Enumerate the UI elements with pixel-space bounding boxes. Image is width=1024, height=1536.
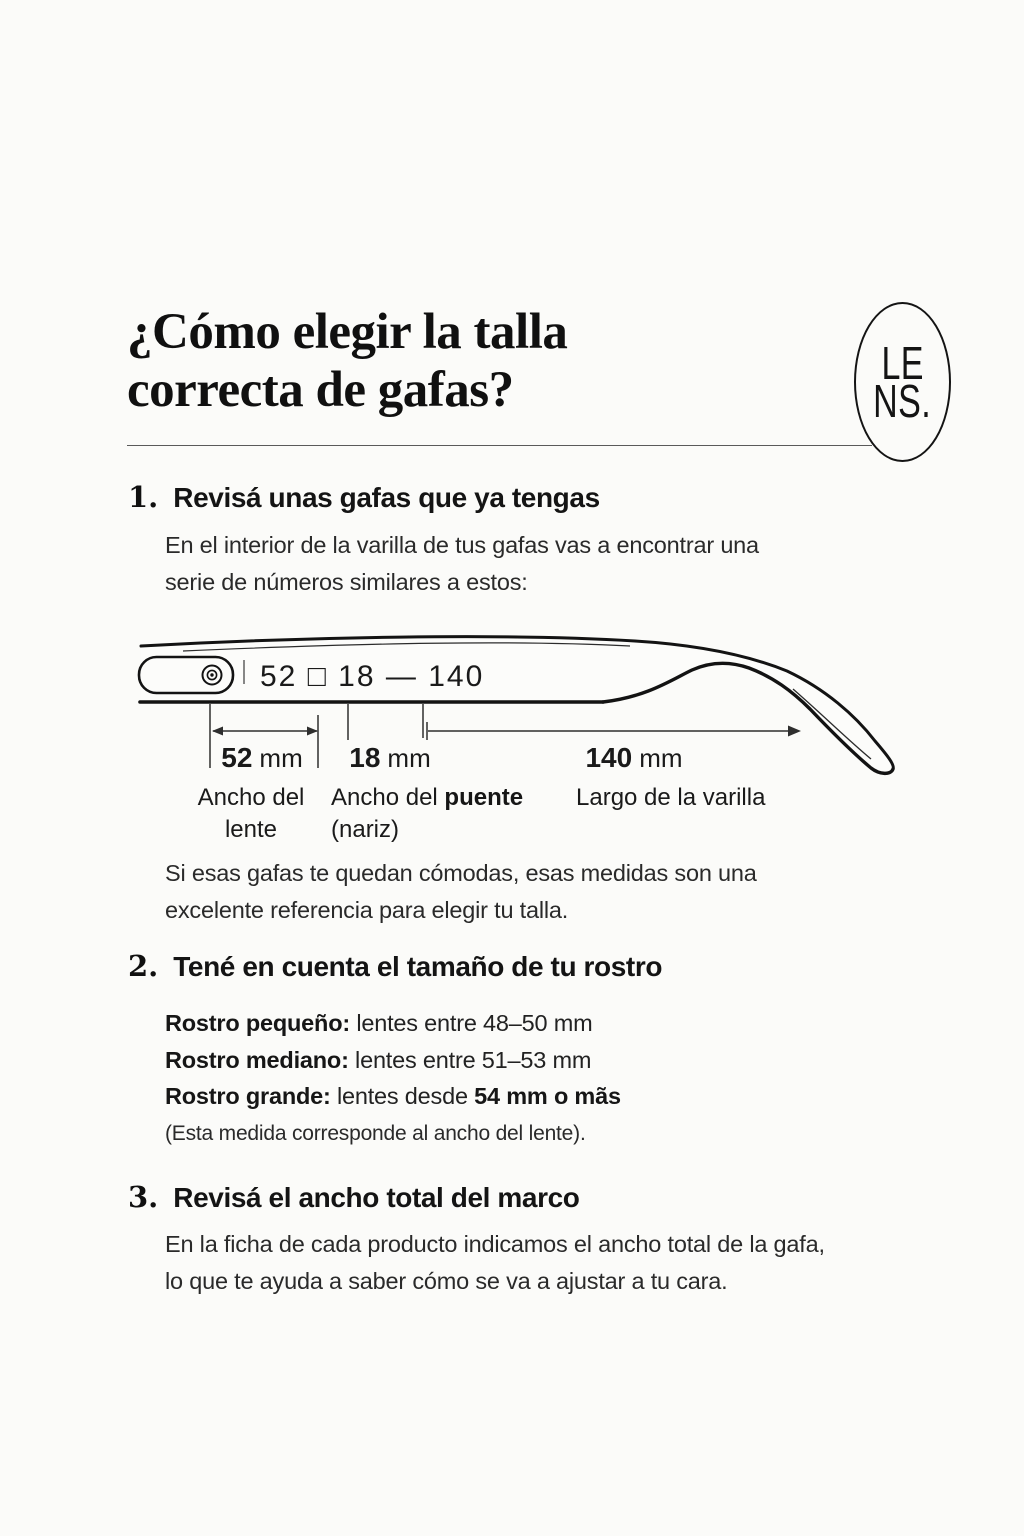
section3-title: Revisá el ancho total del marco: [173, 1182, 580, 1213]
section3-body: [165, 1226, 825, 1300]
face-size-item-small: [165, 1005, 621, 1042]
header-divider: [127, 445, 872, 446]
face-size-item-label: Rostro mediano:: [165, 1046, 349, 1073]
temple-length-arrow: [428, 726, 801, 737]
lens-width-note: (Esta medida corresponde al ancho del lente).: [165, 1122, 586, 1145]
page-title: [127, 303, 567, 419]
temple-arm-fill: [141, 637, 893, 774]
face-size-item-label: Rostro pequeño:: [165, 1010, 350, 1036]
section1-outro-line1: Si esas gafas te quedan cómodas, esas medidas son una: [165, 860, 757, 886]
face-size-item-text: lentes desde: [330, 1083, 475, 1109]
lens-logo: [854, 302, 951, 462]
face-size-list: [165, 1005, 621, 1115]
section1-outro: [165, 855, 757, 929]
section1-number: 1.: [128, 480, 159, 514]
bridge-width-label-line1: Ancho del puente: [331, 784, 524, 811]
section3-body-line2: lo que te ayuda a saber cómo se va a ajustar a tu cara.: [165, 1268, 728, 1294]
section2-heading: [128, 949, 662, 983]
lens-logo-line1: LE: [881, 337, 924, 389]
bridge-width-label-line2: (nariz): [331, 816, 400, 843]
arm-size-code: 52 □ 18 — 140: [260, 660, 485, 693]
section1-title: Revisá unas gafas que ya tengas: [173, 482, 600, 513]
section1-intro-line2: serie de números similares a estos:: [165, 569, 528, 595]
section1-heading: [128, 480, 600, 514]
lens-width-label-line1: Ancho del: [197, 784, 305, 811]
page-title-line1: ¿Cómo elegir la talla: [127, 304, 568, 360]
glasses-diagram: [125, 615, 965, 847]
face-size-item-label: Rostro grande:: [165, 1083, 331, 1109]
lens-logo-line2: NS.: [873, 375, 932, 427]
face-size-item-text: lentes entre 48–50 mm: [350, 1010, 593, 1036]
section3-heading: [128, 1180, 579, 1214]
lens-width-value: 52 mm: [221, 742, 303, 773]
lens-width-arrow: [212, 727, 318, 736]
face-size-item-large: [165, 1078, 621, 1115]
face-size-item-medium: [165, 1042, 621, 1079]
face-size-item-text: lentes entre 51–53 mm: [348, 1046, 592, 1073]
section1-intro-line1: En el interior de la varilla de tus gafas vas a encontrar una: [165, 532, 759, 558]
bridge-width-value: 18 mm: [349, 742, 431, 773]
section3-number: 3.: [128, 1180, 159, 1214]
section2-title: Tené en cuenta el tamaño de tu rostro: [173, 951, 663, 982]
section2-number: 2.: [128, 949, 159, 983]
section3-body-line1: En la ficha de cada producto indicamos el ancho total de la gafa,: [165, 1231, 825, 1257]
face-size-item-bold-suffix: 54 mm o mãs: [474, 1083, 621, 1109]
page-title-line2: correcta de gafas?: [127, 362, 514, 418]
lens-width-label-line2: lente: [224, 816, 278, 843]
temple-endcap: [139, 657, 233, 693]
section1-intro: [165, 527, 759, 601]
section1-outro-line2: excelente referencia para elegir tu talla.: [165, 897, 569, 923]
temple-length-label: Largo de la varilla: [576, 784, 766, 811]
temple-length-value: 140 mm: [585, 742, 683, 773]
